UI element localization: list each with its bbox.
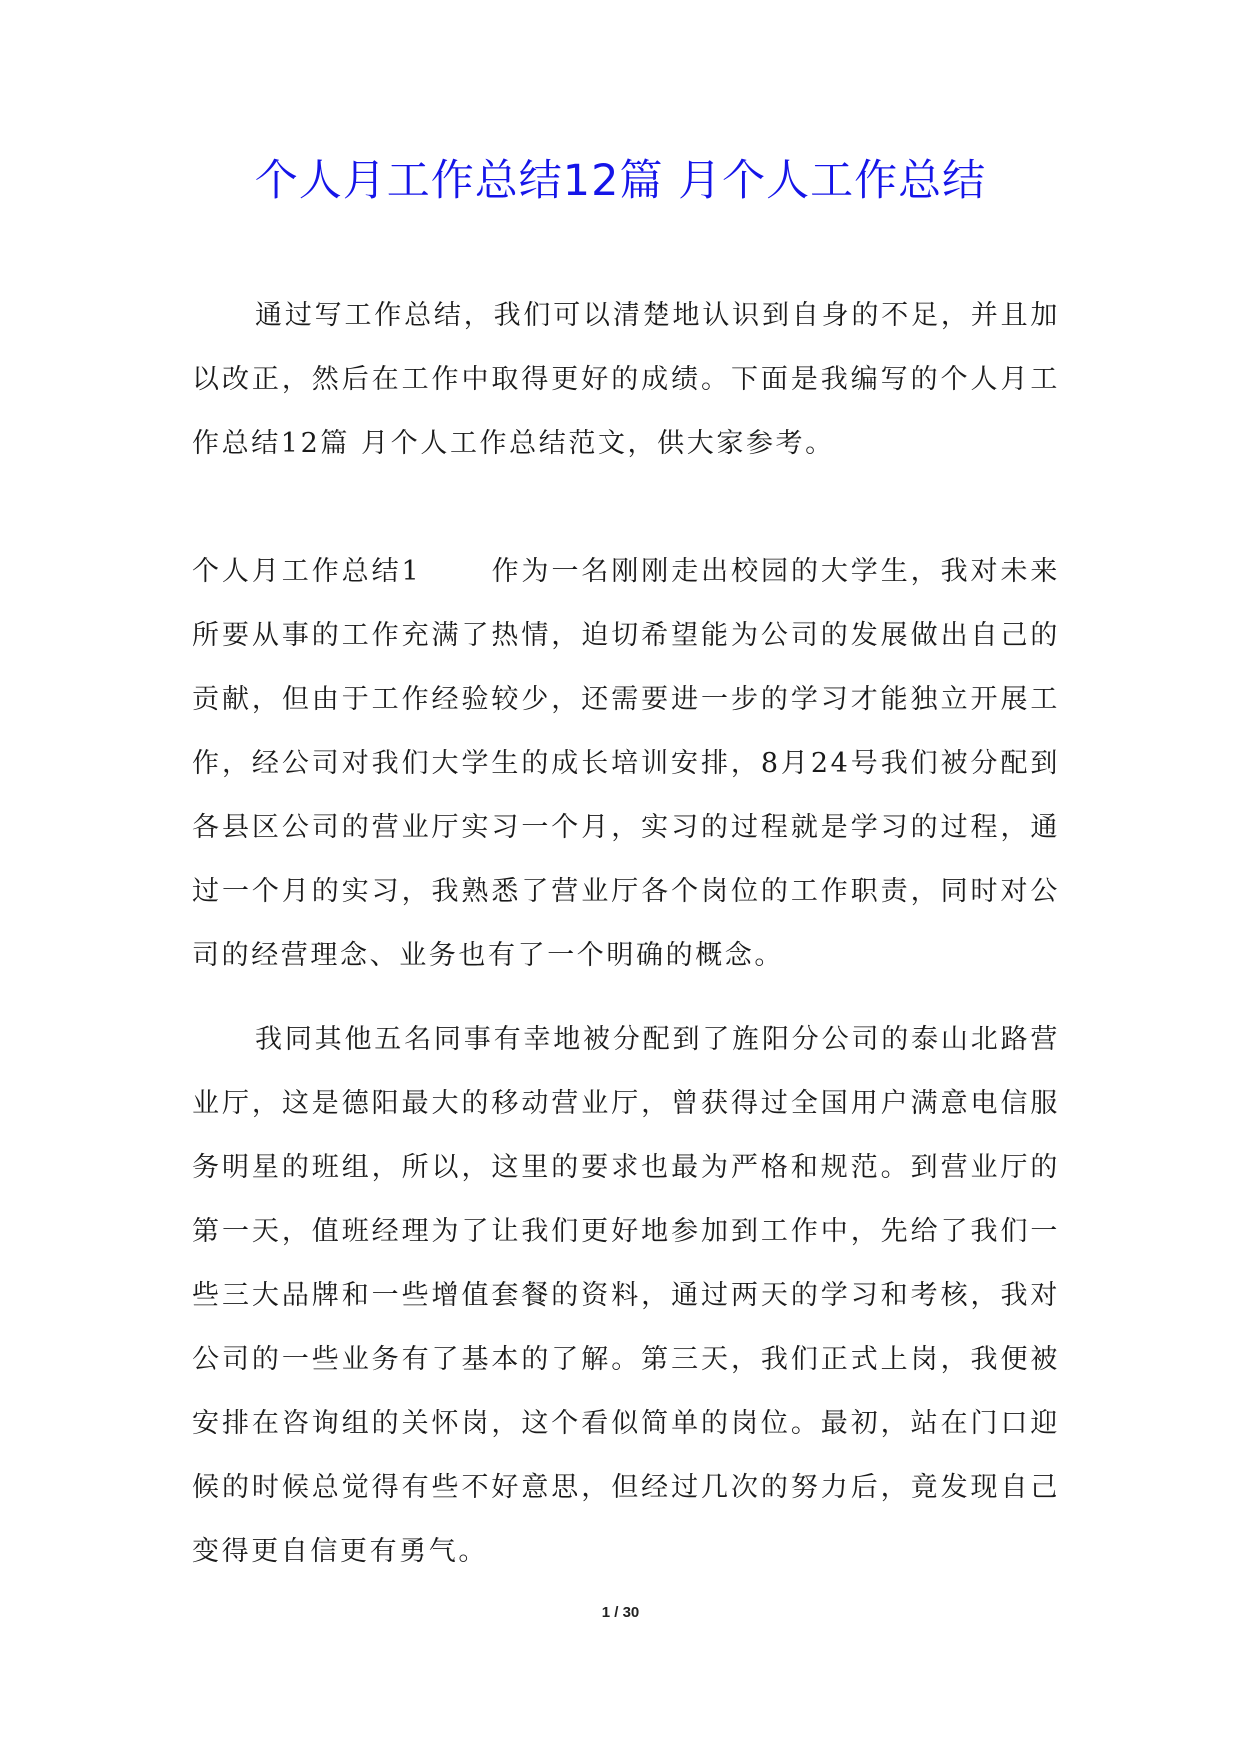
document-title: 个人月工作总结12篇 月个人工作总结	[254, 156, 987, 206]
intro-paragraph: 通过写工作总结，我们可以清楚地认识到自身的不足，并且加以改正，然后在工作中取得更好的成绩。下面是我编写的个人月工作总结12篇 月个人工作总结范文，供大家参考。	[192, 300, 1060, 459]
section-heading: 个人月工作总结1	[192, 556, 422, 587]
section-1	[192, 540, 1060, 988]
section-paragraph-2: 我同其他五名同事有幸地被分配到了旌阳分公司的泰山北路营业厅，这是德阳最大的移动营业厅，曾获得过全国用户满意电信服务明星的班组，所以，这里的要求也最为严格和规范。到营业厅的第一天，值班经理为了让我们更好地参加到工作中，先给了我们一些三大品牌和一些增值套餐的资料，通过两天的学习和考核，我对公司的一些业务有了基本的了解。第三天，我们正式上岗，我便被安排在咨询组的关怀岗，这个看似简单的岗位。最初，站在门口迎候的时候总觉得有些不好意思，但经过几次的努力后，竟发现自己变得更自信更有勇气。	[192, 1024, 1060, 1567]
section-paragraph-1: 作为一名刚刚走出校园的大学生，我对未来所要从事的工作充满了热情，迫切希望能为公司的发展做出自己的贡献，但由于工作经验较少，还需要进一步的学习才能独立开展工作，经公司对我们大学生的成长培训安排，8月24号我们被分配到各县区公司的营业厅实习一个月，实习的过程就是学习的过程，通过一个月的实习，我熟悉了营业厅各个岗位的工作职责，同时对公司的经营理念、业务也有了一个明确的概念。	[192, 556, 1060, 971]
page-number: 1 / 30	[601, 1604, 640, 1621]
